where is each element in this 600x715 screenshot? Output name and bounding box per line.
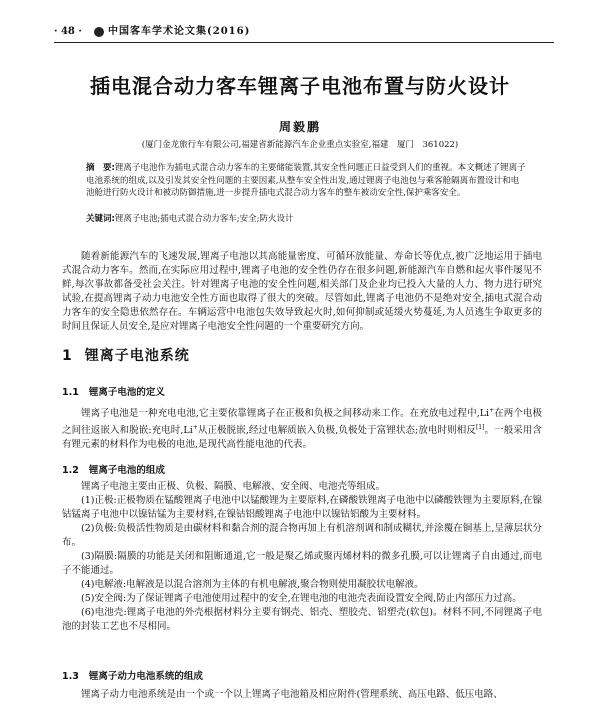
list-item: (4)电解液:电解液是以混合溶剂为主体的有机电解液,聚合物则使用凝胶状电解液。	[81, 579, 424, 590]
list-item: (1)正极:正极物质在锰酸锂离子电池中以锰酸锂为主要原料,在磷酸铁锂离子电池中以磷酸铁锂为主要原料,在镍钴锰离子电池中以镍钴锰为主要材料,在镍钴铝酸锂离子电池中以镍钴铝酸为主要材料。	[62, 495, 542, 520]
list-item: (3)隔膜:隔膜的功能是关闭和阻断通道,它一般是聚乙烯或聚丙烯材料的微多孔膜,可以让锂离子自由通过,而电子不能通过。	[62, 551, 542, 576]
subsection-1-2-heading	[62, 462, 165, 476]
abstract-label: 摘 要:	[86, 163, 115, 173]
subsection-title: 锂离子电池的组成	[88, 465, 165, 476]
list-item: (5)安全阀:为了保证锂离子电池使用过程中的安全,在锂电池的电池壳表面设置安全阀,防止内部压力过高。	[81, 593, 522, 604]
subsection-number: 1.2	[62, 465, 79, 476]
subsection-number: 1.1	[62, 387, 79, 398]
keywords-text: 锂离子电池;插电式混合动力客车;安全;防火设计	[114, 214, 294, 224]
journal-logo-icon	[94, 27, 104, 37]
keywords-label: 关键词:	[86, 214, 115, 224]
keywords	[86, 213, 526, 225]
list-item: (2)负极:负极活性物质是由碳材料和黏合剂的混合物再加上有机溶剂调和制成糊状,并涂覆在铜基上,呈薄层状分布。	[62, 523, 542, 548]
definition-paragraph: 锂离子电池是一种充电电池,它主要依靠锂离子在正极和负极之间移动来工作。在充放电过程中,Li+在两个电极之间往返嵌入和脱嵌:充电时,Li+从正极脱嵌,经过电解质嵌入负极,负极处于富锂状态;放电时则相反[1]。一般采用含有锂元素的材料作为电极的电池,是现代高性能电池的代表。	[62, 407, 542, 451]
abstract-text: 锂离子电池作为插电式混合动力客车的主要储能装置,其安全性问题正日益受到人们的重视。本文概述了锂离子电池系统的组成,以及引发其安全性问题的主要因素,从整车安全性出发,通过锂离子电池包与乘客舱隔离布置设计和电池舱进行防火设计和被动防御措施,进一步提升插电式混合动力客车的整车被动安全性,保护乘客安全。	[86, 163, 526, 198]
journal-name: 中国客车学术论文集(2016)	[108, 26, 251, 37]
author-affiliation: (厦门金龙旅行车有限公司,福建省新能源汽车企业重点实验室,福建 厦门 361022)	[141, 140, 459, 150]
subsection-title: 锂离子电池的定义	[88, 387, 165, 398]
section-1-heading	[62, 345, 190, 365]
author-name: 周毅鹏	[278, 120, 321, 134]
subsection-1-1-heading	[62, 384, 165, 398]
section-title: 锂离子电池系统	[84, 348, 190, 364]
composition-list	[62, 480, 542, 634]
list-item: (6)电池壳:锂离子电池的外壳根据材料分主要有钢壳、铝壳、塑胶壳、铝塑壳(软包)。材料不同,不同锂离子电池的封装工艺也不尽相同。	[62, 607, 542, 632]
system-composition-paragraph: 锂离子动力电池系统是由一个或一个以上锂离子电池箱及相应附件(管理系统、高压电路、低压电路、	[81, 689, 503, 700]
subsection-number: 1.3	[62, 671, 79, 682]
abstract	[86, 162, 526, 200]
composition-lead: 锂离子电池主要由正极、负极、隔膜、电解液、安全阀、电池壳等组成。	[81, 481, 386, 492]
page-number: · 48 ·	[54, 26, 82, 37]
section-number: 1	[62, 348, 73, 364]
subsection-1-3-heading	[62, 668, 203, 682]
intro-paragraph: 随着新能源汽车的飞速发展,锂离子电池以其高能量密度、可循环放能量、寿命长等优点,被广泛地运用于插电式混合动力客车。然而,在实际应用过程中,锂离子电池的安全性仍存在很多问题,新能源汽车自燃和起火事件屡见不鲜,每次事故都备受社会关注。针对锂离子电池的安全性问题,相关部门及企业均已投入大量的人力、物力进行研究试验,在提高锂离子动力电池安全性方面也取得了很大的突破。尽管如此,锂离子电池仍不是绝对安全,插电式混合动力客车的安全隐患依然存在。车辆运营中电池包失效导致起火时,如何抑制或延缓火势蔓延,为人员逃生争取更多的时间且保证人员安全,是应对锂离子电池安全性问题的一个重要研究方向。	[62, 251, 542, 332]
running-header	[54, 24, 554, 43]
paper-title: 插电混合动力客车锂离子电池布置与防火设计	[90, 74, 510, 98]
subsection-title: 锂离子动力电池系统的组成	[88, 671, 203, 682]
